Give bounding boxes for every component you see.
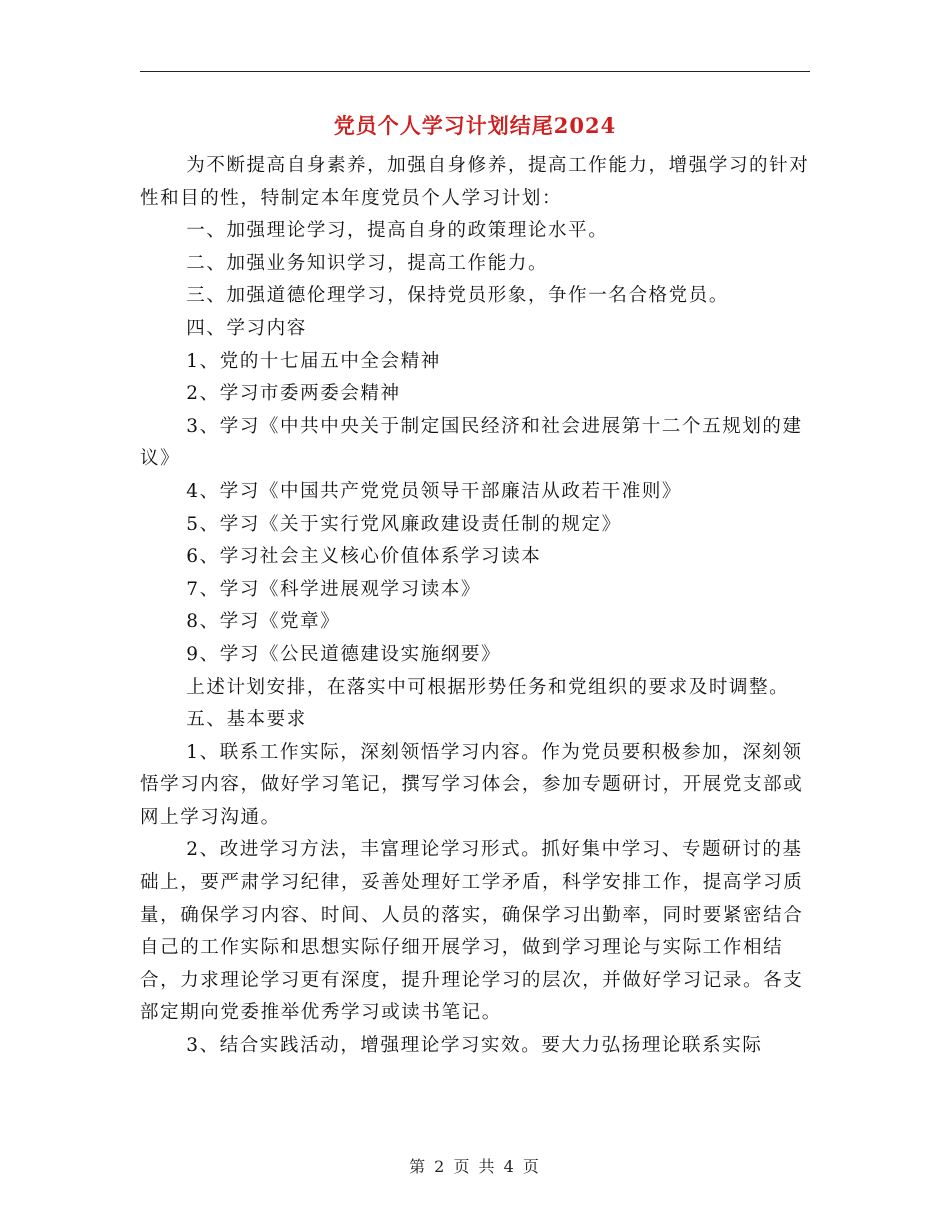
paragraph-requirement-1: 1、联系工作实际，深刻领悟学习内容。作为党员要积极参加，深刻领悟学习内容，做好学习笔记，撰写学习体会，参加专题研讨，开展党支部或网上学习沟通。 [140, 741, 804, 828]
section-heading-requirements: 五、基本要求 [186, 709, 307, 731]
list-item: 4、学习《中国共产党党员领导干部廉洁从政若干准则》 [186, 480, 683, 502]
paragraph-item-2: 二、加强业务知识学习，提高工作能力。 [186, 252, 549, 274]
paragraph-item-1: 一、加强理论学习，提高自身的政策理论水平。 [186, 220, 609, 242]
list-item: 3、学习《中共中央关于制定国民经济和社会进展第十二个五规划的建议》 [140, 415, 803, 470]
list-item: 9、学习《公民道德建设实施纲要》 [186, 643, 502, 665]
list-item: 6、学习社会主义核心价值体系学习读本 [186, 546, 542, 568]
document-body [140, 150, 810, 1063]
paragraph-adjust: 上述计划安排，在落实中可根据形势任务和党组织的要求及时调整。 [186, 676, 790, 698]
list-item: 8、学习《党章》 [186, 611, 341, 633]
paragraph-requirement-3: 3、结合实践活动，增强理论学习实效。要大力弘扬理论联系实际 [186, 1035, 763, 1057]
list-item: 2、学习市委两委会精神 [186, 383, 401, 405]
document-title: 党员个人学习计划结尾2024 [333, 113, 617, 138]
paragraph-intro: 为不断提高自身素养，加强自身修养，提高工作能力，增强学习的针对性和目的性，特制定本年度党员个人学习计划： [140, 155, 810, 209]
section-heading-content: 四、学习内容 [186, 317, 307, 339]
page-number: 第 2 页 共 4 页 [409, 1157, 541, 1176]
header-rule [140, 71, 810, 72]
paragraph-requirement-2: 2、改进学习方法，丰富理论学习形式。抓好集中学习、专题研讨的基础上，要严肃学习纪律，妥善处理好工学矛盾，科学安排工作，提高学习质量，确保学习内容、时间、人员的落实，确保学习出勤率，同时要紧密结合自己的工作实际和思想实际仔细开展学习，做到学习理论与实际工作相结合，力求理论学习更有深度，提升理论学习的层次，并做好学习记录。各支部定期向党委推举优秀学习或读书笔记。 [140, 839, 804, 1024]
list-item: 5、学习《关于实行党风廉政建设责任制的规定》 [186, 513, 622, 535]
paragraph-item-3: 三、加强道德伦理学习，保持党员形象，争作一名合格党员。 [186, 285, 729, 307]
list-item: 1、党的十七届五中全会精神 [186, 350, 441, 372]
list-item: 7、学习《科学进展观学习读本》 [186, 578, 482, 600]
